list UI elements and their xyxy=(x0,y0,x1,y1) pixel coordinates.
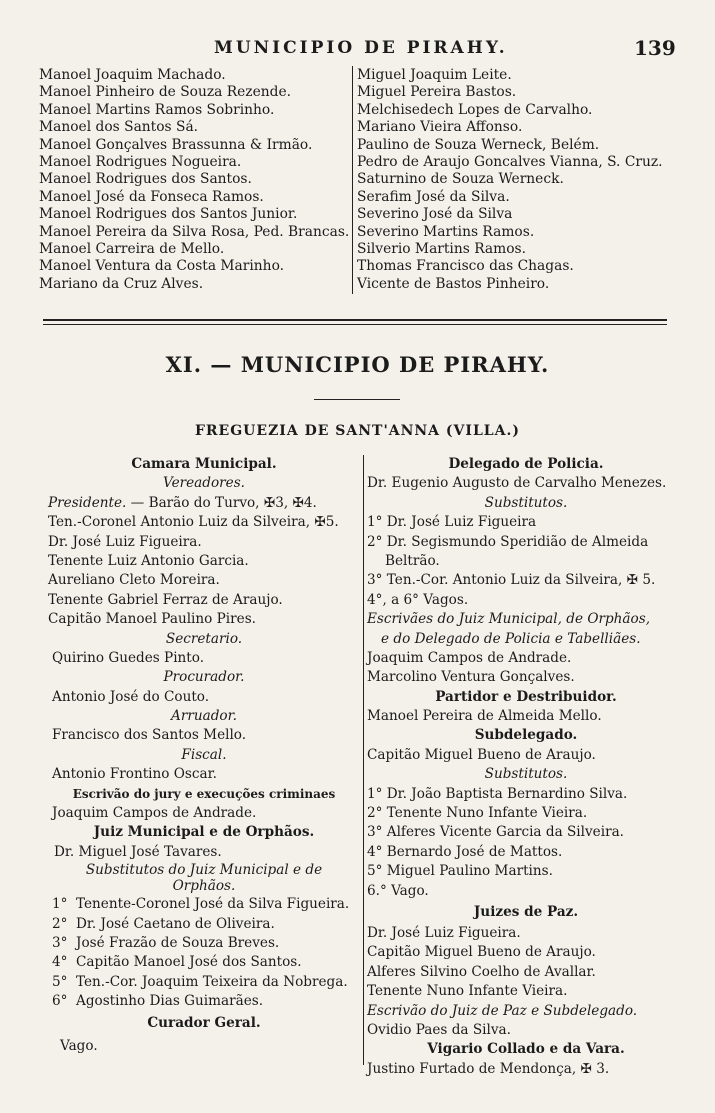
presidente-row xyxy=(48,494,360,513)
substituto-item: 1° Dr. José Luiz Figueira xyxy=(367,514,537,531)
subdelegado-name: Capitão Miguel Bueno de Araujo. xyxy=(367,746,596,763)
partidor-heading: Partidor e Destribuidor. xyxy=(435,688,617,705)
fiscal-name: Antonio Frontino Oscar. xyxy=(52,766,217,783)
list-item: Silverio Martins Ramos. xyxy=(357,240,526,257)
vigario-heading: Vigario Collado e da Vara. xyxy=(427,1041,625,1058)
camara-heading: Camara Municipal. xyxy=(131,456,277,472)
substituto-juiz-item xyxy=(48,934,360,953)
ordinal: 2° xyxy=(52,915,68,932)
left-column xyxy=(48,455,360,1056)
procurador-label: Procurador. xyxy=(163,669,245,686)
lower-column-divider xyxy=(363,455,364,1065)
section-title: XI. — MUNICIPIO DE PIRAHY. xyxy=(165,352,550,377)
arruador-name: Francisco dos Santos Mello. xyxy=(52,727,247,744)
list-item: Pedro de Araujo Goncalves Vianna, S. Cruz. xyxy=(357,153,663,170)
subdelegado-heading: Subdelegado. xyxy=(474,727,578,744)
ordinal: 1° xyxy=(52,896,68,913)
substituto-name: Dr. José Caetano de Oliveira. xyxy=(76,915,275,932)
curador-heading: Curador Geral. xyxy=(147,1014,261,1031)
substitutos-juiz-list xyxy=(48,895,360,1011)
list-item: Thomas Francisco das Chagas. xyxy=(357,258,574,275)
vereadores-label: Vereadores. xyxy=(163,475,245,492)
vereador-item: Tenente Gabriel Ferraz de Araujo. xyxy=(48,591,283,608)
list-item: Melchisedech Lopes de Carvalho. xyxy=(357,101,593,118)
vereador-item: Ten.-Coronel Antonio Luiz da Silveira, ✠5. xyxy=(48,514,339,531)
substituto-item: 4° Bernardo José de Mattos. xyxy=(367,843,563,860)
substituto-item: 4°, a 6° Vagos. xyxy=(367,591,469,608)
list-item: Manoel Pinheiro de Souza Rezende. xyxy=(39,84,292,101)
fiscal-label: Fiscal. xyxy=(181,746,227,763)
list-item: Paulino de Souza Werneck, Belém. xyxy=(357,136,600,153)
escrivaes-list xyxy=(367,649,685,688)
list-item: Miguel Joaquim Leite. xyxy=(357,67,512,83)
delegado-heading: Delegado de Policia. xyxy=(448,456,604,472)
secretario-name: Quirino Guedes Pinto. xyxy=(52,649,205,666)
running-header-title: MUNICIPIO DE PIRAHY. xyxy=(214,38,508,58)
freguezia-heading: FREGUEZIA DE SANT'ANNA (VILLA.) xyxy=(194,423,521,439)
juiz-municipal-heading: Juiz Municipal e de Orphãos. xyxy=(93,824,315,841)
list-item: Manoel Joaquim Machado. xyxy=(39,67,226,83)
escrivaes-label-2: e do Delegado de Policia e Tabelliães. xyxy=(381,630,641,647)
list-item: Severino José da Silva xyxy=(357,206,513,223)
vereadores-list xyxy=(48,513,360,629)
juiz-municipal-name: Dr. Miguel José Tavares. xyxy=(54,843,222,860)
title-underline xyxy=(314,399,400,400)
juiz-paz-item: Alferes Silvino Coelho de Avallar. xyxy=(367,963,596,980)
list-item: Manoel Ventura da Costa Marinho. xyxy=(39,258,285,275)
substituto-name: José Frazão de Souza Breves. xyxy=(76,934,280,951)
escrivao-paz-label: Escrivão do Juiz de Paz e Subdelegado. xyxy=(367,1002,638,1019)
escrivaes-label-1: Escrivães do Juiz Municipal, de Orphãos, xyxy=(367,611,651,628)
list-item: Mariano Vieira Affonso. xyxy=(357,119,523,136)
escrivao-paz-name: Ovidio Paes da Silva. xyxy=(367,1021,511,1038)
escrivao-item: Joaquim Campos de Andrade. xyxy=(367,649,572,666)
substitutos-juiz-label-1: Substitutos do Juiz Municipal e de xyxy=(85,862,323,879)
ordinal: 5° xyxy=(52,973,68,990)
substituto-juiz-item xyxy=(48,895,360,914)
delegado-name: Dr. Eugenio Augusto de Carvalho Menezes. xyxy=(367,475,667,492)
list-item: Manoel Pereira da Silva Rosa, Ped. Brancas. xyxy=(39,223,350,240)
list-item: Saturnino de Souza Werneck. xyxy=(357,171,564,188)
vereador-item: Aureliano Cleto Moreira. xyxy=(48,572,220,589)
list-item: Manoel Rodrigues dos Santos. xyxy=(39,171,252,188)
ordinal: 3° xyxy=(52,934,68,951)
partidor-name: Manoel Pereira de Almeida Mello. xyxy=(367,708,602,725)
substituto-item: Beltrão. xyxy=(385,552,440,569)
juiz-paz-item: Capitão Miguel Bueno de Araujo. xyxy=(367,944,596,961)
substituto-juiz-item xyxy=(48,953,360,972)
vereador-item: Capitão Manoel Paulino Pires. xyxy=(48,611,256,628)
list-item: Manoel Rodrigues dos Santos Junior. xyxy=(39,206,298,223)
procurador-name: Antonio José do Couto. xyxy=(52,688,210,705)
top-list-left xyxy=(39,67,349,293)
substituto-item: 5° Miguel Paulino Martins. xyxy=(367,863,553,880)
list-item: Manoel José da Fonseca Ramos. xyxy=(39,188,264,205)
substituto-name: Agostinho Dias Guimarães. xyxy=(76,993,264,1010)
juiz-paz-item: Dr. José Luiz Figueira. xyxy=(367,924,521,941)
list-item: Manoel Gonçalves Brassunna & Irmão. xyxy=(39,136,313,153)
top-column-divider xyxy=(352,66,353,294)
substituto-item: 2° Tenente Nuno Infante Vieira. xyxy=(367,805,588,822)
list-item: Severino Martins Ramos. xyxy=(357,223,535,240)
substituto-juiz-item xyxy=(48,992,360,1011)
secretario-label: Secretario. xyxy=(165,630,243,647)
vereador-item: Dr. José Luiz Figueira. xyxy=(48,533,202,550)
substituto-item: 3° Alferes Vicente Garcia da Silveira. xyxy=(367,824,624,841)
list-item: Manoel dos Santos Sá. xyxy=(39,119,199,136)
substituto-item: 1° Dr. João Baptista Bernardino Silva. xyxy=(367,785,628,802)
substitutos-subdelegado-list xyxy=(367,785,685,901)
arruador-label: Arruador. xyxy=(171,708,237,725)
substituto-name: Tenente-Coronel José da Silva Figueira. xyxy=(76,896,350,913)
substituto-juiz-item xyxy=(48,973,360,992)
substitutos-subdelegado-label: Substitutos. xyxy=(484,766,568,783)
substituto-name: Capitão Manoel José dos Santos. xyxy=(76,954,302,971)
curador-name: Vago. xyxy=(60,1037,98,1054)
substitutos-juiz-label-2: Orphãos. xyxy=(172,878,236,895)
list-item: Manoel Rodrigues Nogueira. xyxy=(39,153,242,170)
section-rule-bottom xyxy=(43,324,667,325)
juiz-paz-item: Tenente Nuno Infante Vieira. xyxy=(367,983,568,1000)
substituto-item: 2° Dr. Segismundo Speridião de Almeida xyxy=(367,533,649,550)
ordinal: 4° xyxy=(52,954,68,971)
juizes-paz-heading: Juizes de Paz. xyxy=(473,903,579,920)
page-number: 139 xyxy=(634,36,676,60)
substituto-name: Ten.-Cor. Joaquim Teixeira da Nobrega. xyxy=(76,973,348,990)
top-list-right xyxy=(357,67,663,293)
substituto-item: 6.° Vago. xyxy=(367,882,429,899)
substitutos-delegado-list xyxy=(367,513,685,610)
substituto-item: 3° Ten.-Cor. Antonio Luiz da Silveira, ✠ 5. xyxy=(367,572,656,589)
ordinal: 6° xyxy=(52,993,68,1010)
escrivao-item: Marcolino Ventura Gonçalves. xyxy=(367,669,575,686)
list-item: Serafim José da Silva. xyxy=(357,188,510,205)
escrivao-jury-heading: Escrivão do jury e execuções criminaes xyxy=(72,786,336,801)
list-item: Vicente de Bastos Pinheiro. xyxy=(357,275,550,292)
list-item: Manoel Martins Ramos Sobrinho. xyxy=(39,101,275,118)
presidente-label: Presidente. xyxy=(48,494,127,511)
substituto-juiz-item xyxy=(48,915,360,934)
right-column xyxy=(367,455,685,1079)
list-item: Miguel Pereira Bastos. xyxy=(357,84,517,101)
escrivao-jury-name: Joaquim Campos de Andrade. xyxy=(52,805,257,822)
presidente-text: — Barão do Turvo, ✠3, ✠4. xyxy=(130,494,317,511)
section-rule-top xyxy=(43,319,667,321)
vereador-item: Tenente Luiz Antonio Garcia. xyxy=(48,552,249,569)
vigario-name: Justino Furtado de Mendonça, ✠ 3. xyxy=(367,1060,610,1077)
juizes-paz-list xyxy=(367,924,685,1002)
substitutos-delegado-label: Substitutos. xyxy=(484,494,568,511)
list-item: Manoel Carreira de Mello. xyxy=(39,240,225,257)
list-item: Mariano da Cruz Alves. xyxy=(39,275,204,292)
